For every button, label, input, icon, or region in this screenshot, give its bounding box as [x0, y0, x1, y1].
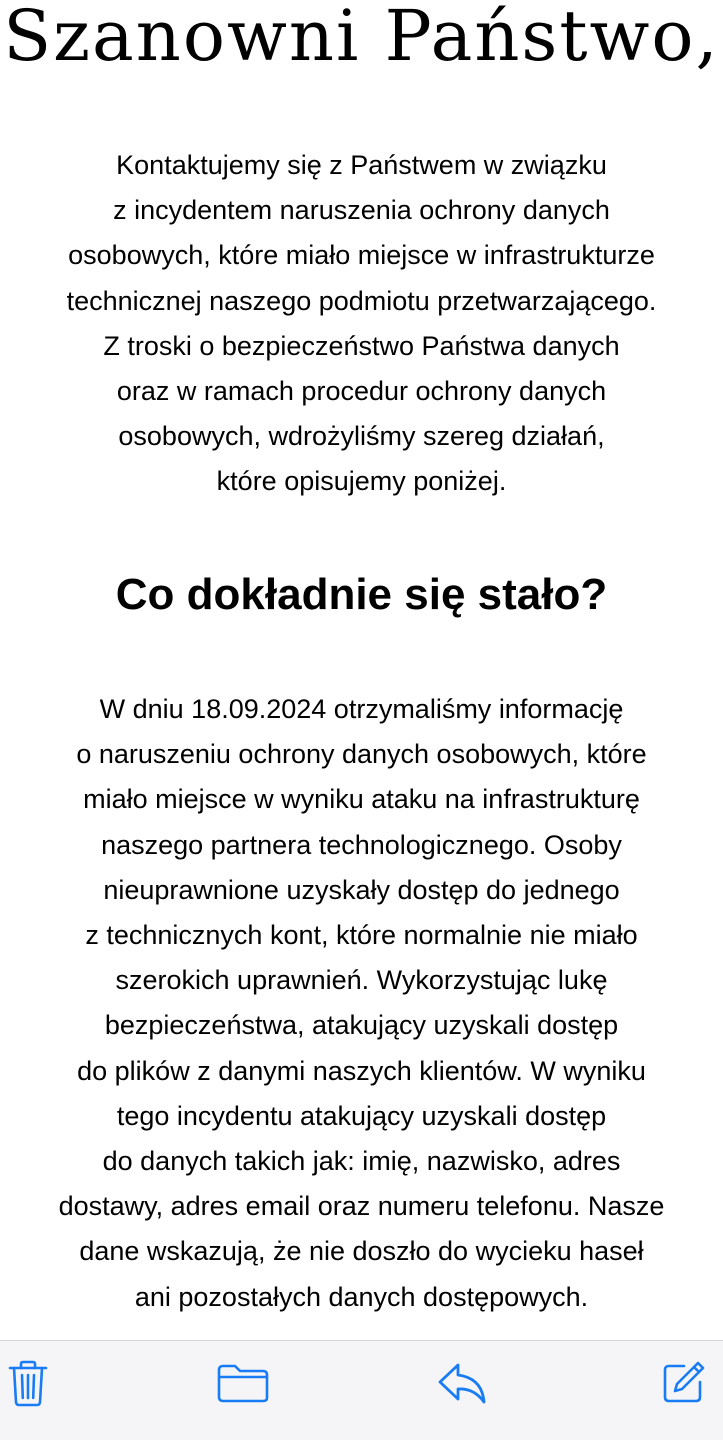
- intro-line: Kontaktujemy się z Państwem w związku: [116, 150, 607, 180]
- details-line: do danych takich jak: imię, nazwisko, adres: [102, 1146, 621, 1177]
- details-line: o naruszeniu ochrony danych osobowych, które: [76, 739, 647, 770]
- details-line: naszego partnera technologicznego. Osoby: [101, 829, 622, 860]
- details-line: nieuprawnione uzyskały dostęp do jednego: [103, 874, 620, 905]
- details-line: dostawy, adres email oraz numeru telefonu. Nasze: [58, 1191, 665, 1222]
- compose-icon: [660, 1360, 706, 1406]
- reply-icon: [436, 1361, 488, 1405]
- intro-line: oraz w ramach procedur ochrony danych: [116, 376, 607, 407]
- folder-icon: [216, 1362, 270, 1404]
- details-line: bezpieczeństwa, atakujący uzyskali dostęp: [104, 1010, 619, 1041]
- details-line: miało miejsce w wyniku ataku na infrastrukturę: [83, 784, 640, 815]
- intro-line: osobowych, wdrożyliśmy szereg działań,: [118, 421, 605, 452]
- details-line: dane wskazują, że nie doszło do wycieku haseł: [79, 1236, 644, 1267]
- intro-line: które opisujemy poniżej.: [216, 466, 507, 497]
- intro-line: technicznej naszego podmiotu przetwarzającego.: [66, 285, 657, 316]
- email-greeting: Szanowni Państwo,: [3, 0, 720, 77]
- intro-paragraph: [0, 143, 723, 505]
- intro-line: Z troski o bezpieczeństwo Państwa danych: [103, 330, 620, 361]
- details-line: W dniu 18.09.2024 otrzymaliśmy informację: [99, 694, 624, 724]
- compose-button[interactable]: [655, 1355, 711, 1411]
- details-line: szerokich uprawnień. Wykorzystując lukę: [115, 965, 608, 996]
- trash-icon: [6, 1359, 50, 1407]
- reply-button[interactable]: [434, 1355, 490, 1411]
- move-to-folder-button[interactable]: [215, 1355, 271, 1411]
- details-line: do plików z danymi naszych klientów. W wyniku: [77, 1055, 646, 1086]
- details-paragraph: [0, 687, 723, 1320]
- intro-line: osobowych, które miało miejsce w infrastrukturze: [68, 240, 655, 271]
- details-line: z technicznych kont, które normalnie nie miało: [85, 920, 638, 951]
- delete-button[interactable]: [0, 1355, 56, 1411]
- details-line: ani pozostałych danych dostępowych.: [134, 1281, 589, 1312]
- section-heading: Co dokładnie się stało?: [115, 570, 608, 619]
- intro-line: z incydentem naruszenia ochrony danych: [113, 195, 610, 226]
- details-line: tego incydentu atakujący uzyskali dostęp: [116, 1100, 607, 1131]
- mail-toolbar: [0, 1340, 723, 1440]
